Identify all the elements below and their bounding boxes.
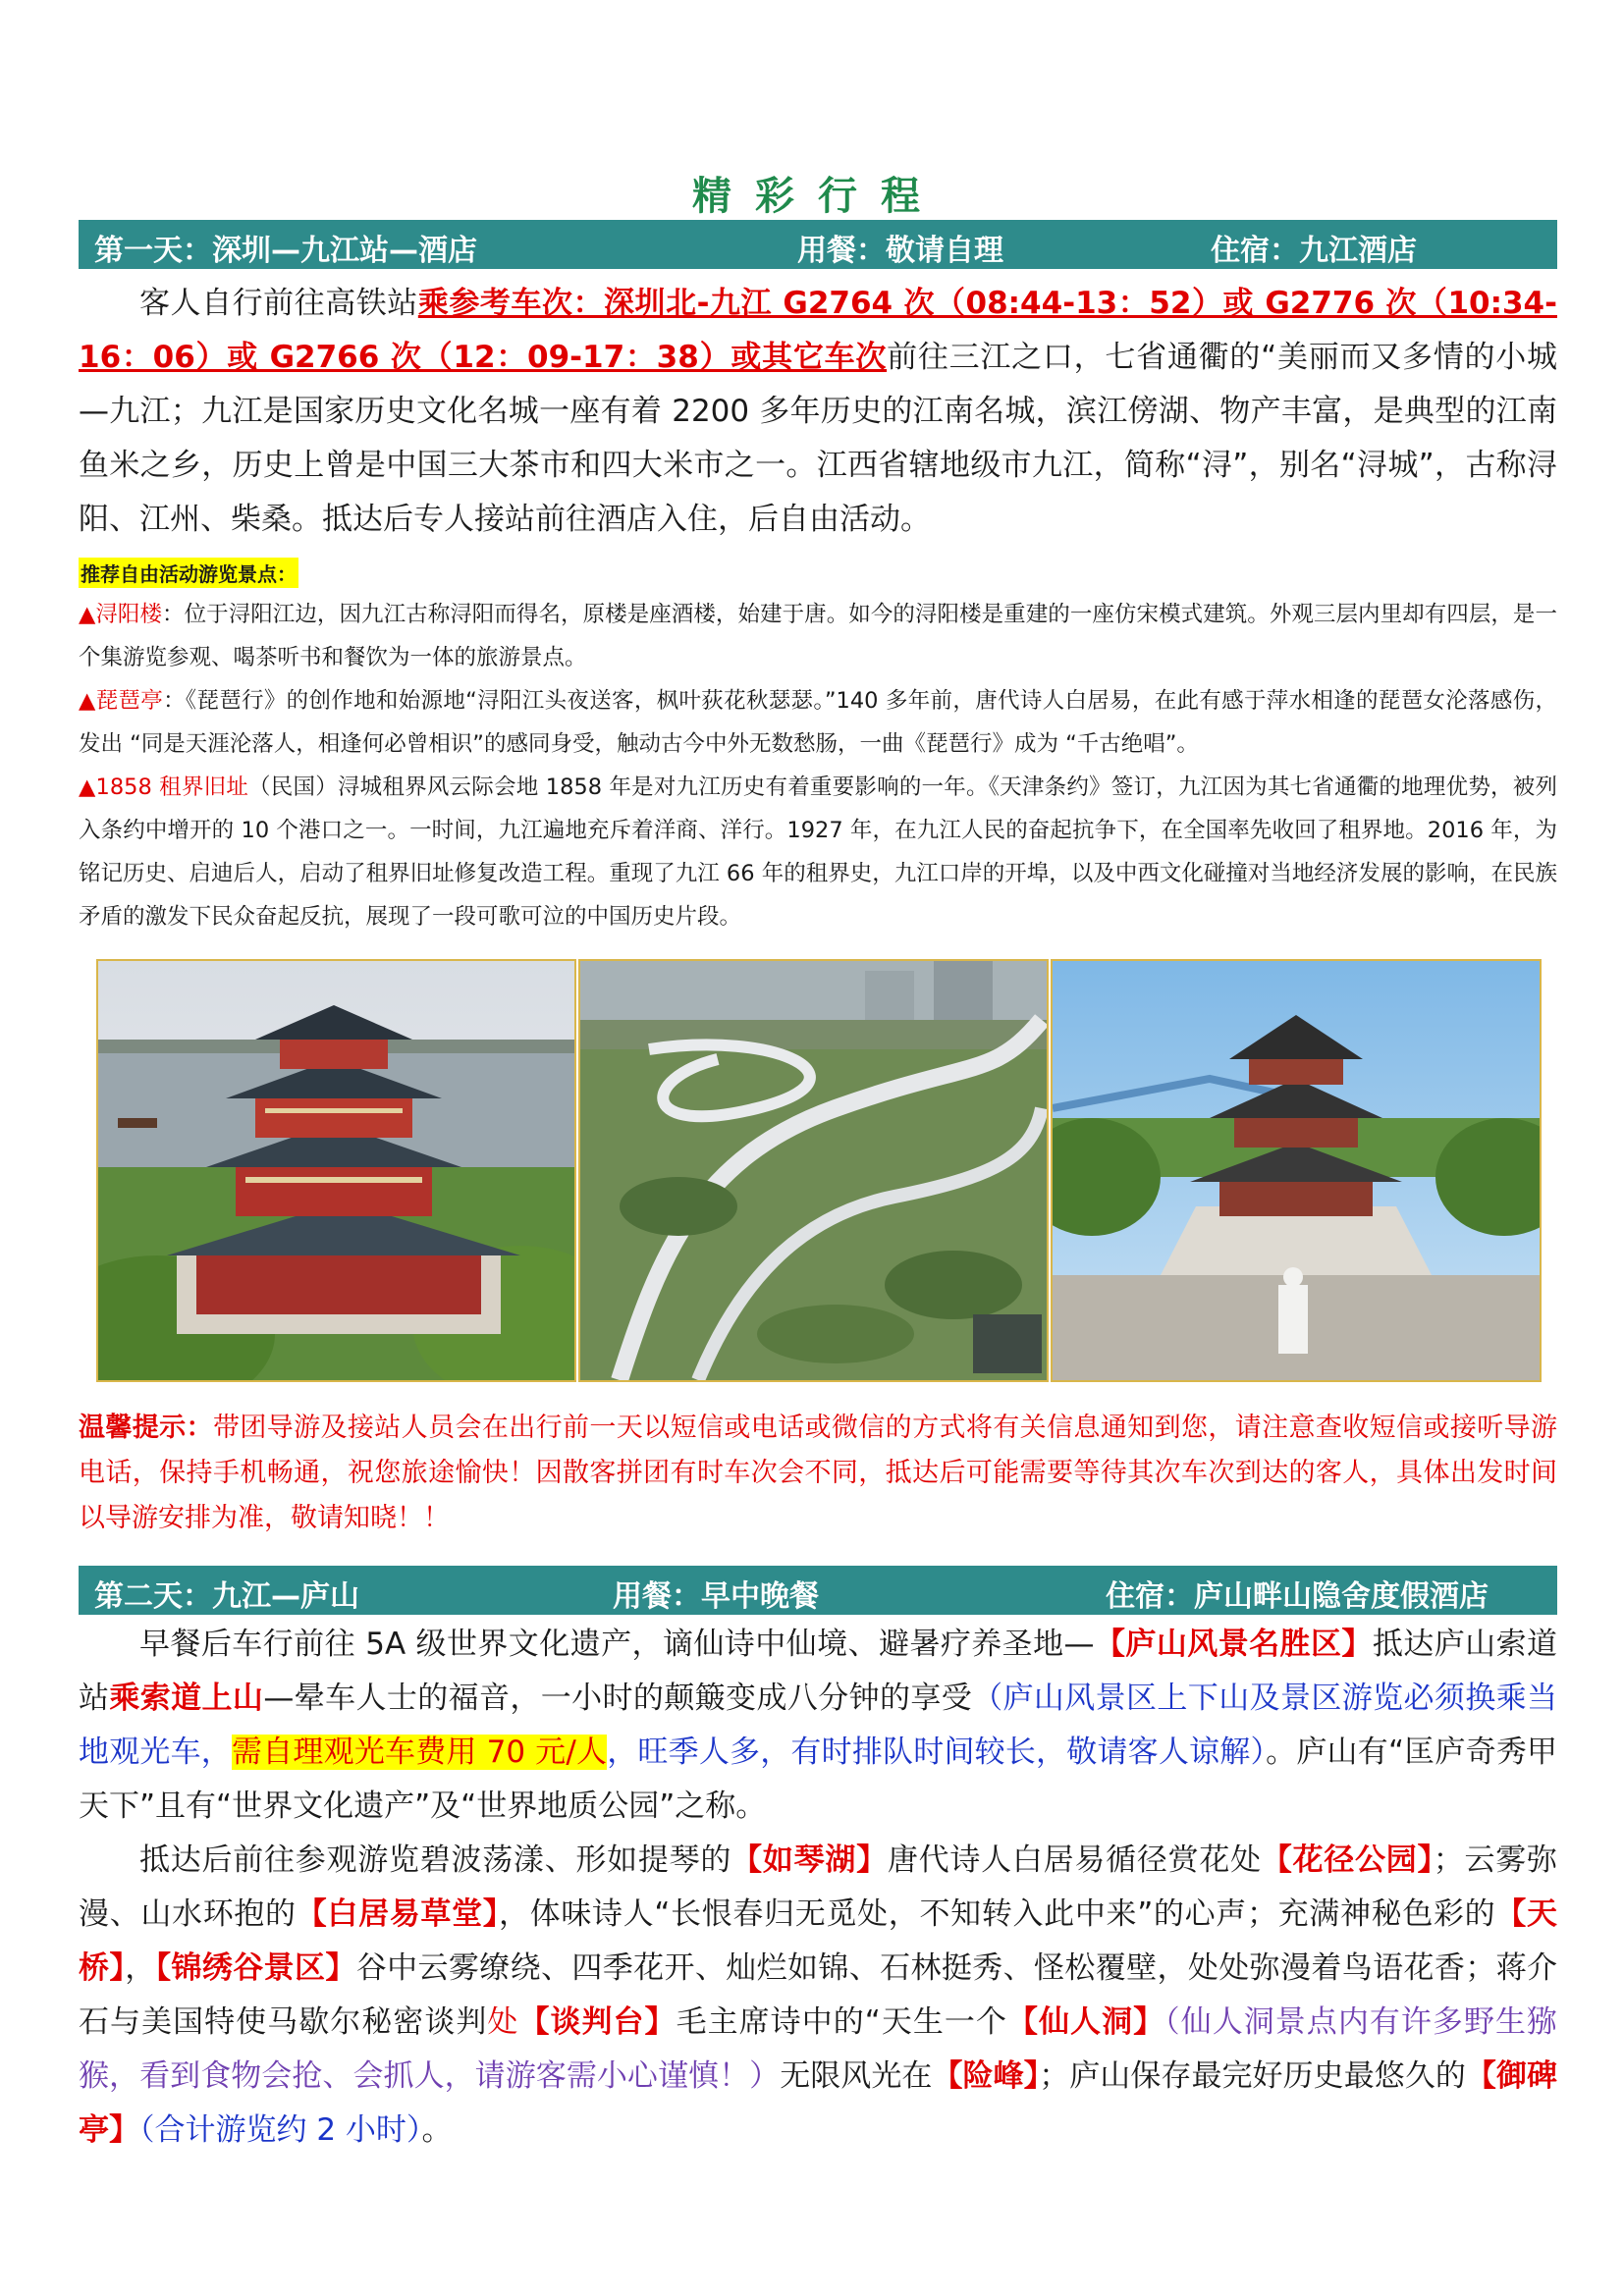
day1-tip (79, 1406, 1557, 1541)
photo-concession-park (578, 959, 1049, 1382)
text: 抵达后前往参观游览碧波荡漾、形如提琴的 (139, 1842, 732, 1878)
pipa-pavilion-image (1053, 961, 1540, 1380)
spot-jinxiu-valley: 【锦绣谷景区】 (155, 1950, 356, 1986)
text: 毛主席诗中的“天生一个 (676, 2004, 1007, 2040)
spot-text: ：《琵琶行》的创作地和始源地“浔阳江头夜送客，枫叶荻花秋瑟瑟。”140 多年前，唐代诗人白居易，在此有感于萍水相逢的琵琶女沦落感伤，发出 “同是天涯沦落人，相逢何必曾相识”的感同身受，触动古今中外无数愁肠，一曲《琵琶行》成为 “千古绝唱”。 (79, 688, 1557, 757)
spot-lushan: 【庐山风景名胜区】 (1094, 1627, 1373, 1662)
spot-yubei-pavilion: 【御碑亭】 (79, 2058, 1558, 2148)
text: 。庐山有“匡庐奇秀甲天下”且有“世界文化遗产”及“世界地质公园”之称。 (79, 1735, 1558, 1824)
spot-pipa-pavilion (79, 679, 1557, 766)
concession-park-image (580, 961, 1047, 1380)
text: 唐代诗人白居易循径赏花处 (887, 1842, 1262, 1878)
photo-strip (96, 959, 1540, 1378)
day1-description: 前往三江之口，七省通衢的“美丽而又多情的小城—九江；九江是国家历史文化名城一座有着 2200 多年历史的江南名城，滨江傍湖、物产丰富，是典型的江南鱼米之乡，历史上曾是中国三大茶市和四大米市之一。江西省辖地级市九江，简称“浔”，别名“浔城”，古称浔阳、江州、柴桑。抵达后专人接站前往酒店入住，后自由活动。 (79, 340, 1558, 537)
spot-negotiation-terrace: 【谈判台】 (518, 2004, 677, 2040)
spot-ruqin-lake: 【如琴湖】 (731, 1842, 888, 1878)
xunyang-tower-image (98, 961, 574, 1380)
spot-name: ▲琵琶亭 (79, 688, 164, 714)
day1-title: 第一天：深圳—九江站—酒店 (94, 234, 477, 268)
photo-xunyang-tower (96, 959, 576, 1382)
text: ；庐山保存最完好历史最悠久的 (1039, 2058, 1466, 2094)
text: 无限风光在 (780, 2058, 933, 2094)
text: 早餐后车行前往 5A 级世界文化遗产，谪仙诗中仙境、避暑疗养圣地— (139, 1627, 1095, 1662)
day1-stay: 住宿：九江酒店 (1211, 234, 1417, 268)
day2-title: 第二天：九江—庐山 (94, 1579, 359, 1614)
shuttle-note: （庐山风景区上下山及景区游览必须换乘当地观光车， (79, 1681, 1558, 1770)
day1-header-bar (79, 220, 1557, 269)
page-title: 精彩行程 (692, 174, 944, 219)
cable-car-note: 乘索道上山 (109, 1681, 264, 1716)
day1-meal: 用餐：敬请自理 (797, 234, 1003, 268)
day2-meal: 用餐：早中晚餐 (613, 1579, 819, 1614)
text: 处 (487, 2004, 519, 2040)
spot-xianren-cave: 【仙人洞】 (1007, 2004, 1165, 2040)
day1-paragraph (79, 277, 1557, 547)
spot-tianqiao: 【天桥】 (79, 1896, 1558, 1986)
day1-train-info: 乘参考车次：深圳北-九江 G2764 次（08:44-13：52）或 G2776 次（10:34-16：06）或 G2766 次（12：09-17：38）或其它车次 (79, 286, 1557, 375)
text: ；云雾弥漫、山水环抱的 (79, 1842, 1558, 1932)
text: 谷中云雾缭绕、四季花开、灿烂如锦、石林挺秀、怪松覆壁，处处弥漫着鸟语花香；蒋介石与美国特使马歇尔秘密谈判 (79, 1950, 1557, 2040)
recommend-label: 推荐自由活动游览景点： (79, 558, 298, 588)
day2-paragraph-2 (79, 1834, 1557, 2158)
spot-xunyang-tower (79, 593, 1557, 679)
tip-text: 带团导游及接站人员会在出行前一天以短信或电话或微信的方式将有关信息通知到您，请注意查收短信或接听导游电话，保持手机畅通，祝您旅途愉快！因散客拼团有时车次会不同，抵达后可能需要等待其次车次到达的客人，具体出发时间以导游安排为准，敬请知晓！！ (79, 1413, 1558, 1533)
shuttle-fee: 需自理观光车费用 70 元/人 (232, 1735, 608, 1770)
spot-name: ▲1858 租界旧址 (79, 774, 249, 800)
spot-text: （民国）浔城租界风云际会地 1858 年是对九江历史有着重要影响的一年。《天津条约》签订，九江因为其七省通衢的地理优势，被列入条约中增开的 10 个港口之一。一时间，九江遍地充斥着洋商、洋行。1927 年，在九江人民的奋起抗争下，在全国率先收回了租界地。2016 年，为铭记历史、启迪后人，启动了租界旧址修复改造工程。重现了九江 66 年的租界史，九江口岸的开埠，以及中西文化碰撞对当地经济发展的影响，在民族矛盾的激发下民众奋起反抗，展现了一段可歌可泣的中国历史片段。 (79, 774, 1557, 930)
monkey-warning: （仙人洞景点内有许多野生猕猴，看到食物会抢、会抓人，请游客需小心谨慎！） (79, 2004, 1558, 2094)
tip-label: 温馨提示： (79, 1413, 213, 1443)
day2-paragraph-1 (79, 1618, 1557, 1834)
spot-text: ：位于浔阳江边，因九江古称浔阳而得名，原楼是座酒楼，始建于唐。如今的浔阳楼是重建的一座仿宋模式建筑。外观三层内里却有四层，是一个集游览参观、喝茶听书和餐饮为一体的旅游景点。 (79, 602, 1557, 670)
duration-note: （合计游览约 2 小时） (139, 2112, 422, 2148)
text: 抵达庐山索道站 (79, 1627, 1558, 1716)
day1-lead: 客人自行前往高铁站 (139, 286, 418, 321)
spot-baijuyi-cottage: 【白居易草堂】 (296, 1896, 499, 1932)
shuttle-note-2: ，旺季人多，有时排队时间较长，敬请客人谅解） (607, 1735, 1267, 1770)
text: ，体味诗人“长恨春归无觅处，不知转入此中来”的心声；充满神秘色彩的 (498, 1896, 1496, 1932)
spot-concession-site (79, 766, 1557, 938)
spot-xianfeng: 【险峰】 (932, 2058, 1040, 2094)
text: ， (125, 1950, 156, 1986)
spot-name: ▲浔阳楼 (79, 602, 163, 627)
text: —晕车人士的福音，一小时的颠簸变成八分钟的享受 (263, 1681, 973, 1716)
day2-stay: 住宿：庐山畔山隐舍度假酒店 (1106, 1579, 1489, 1614)
text: 。 (421, 2112, 453, 2148)
spot-huajing-park: 【花径公园】 (1261, 1842, 1434, 1878)
photo-pipa-pavilion (1051, 959, 1542, 1382)
day2-header-bar (79, 1566, 1557, 1615)
